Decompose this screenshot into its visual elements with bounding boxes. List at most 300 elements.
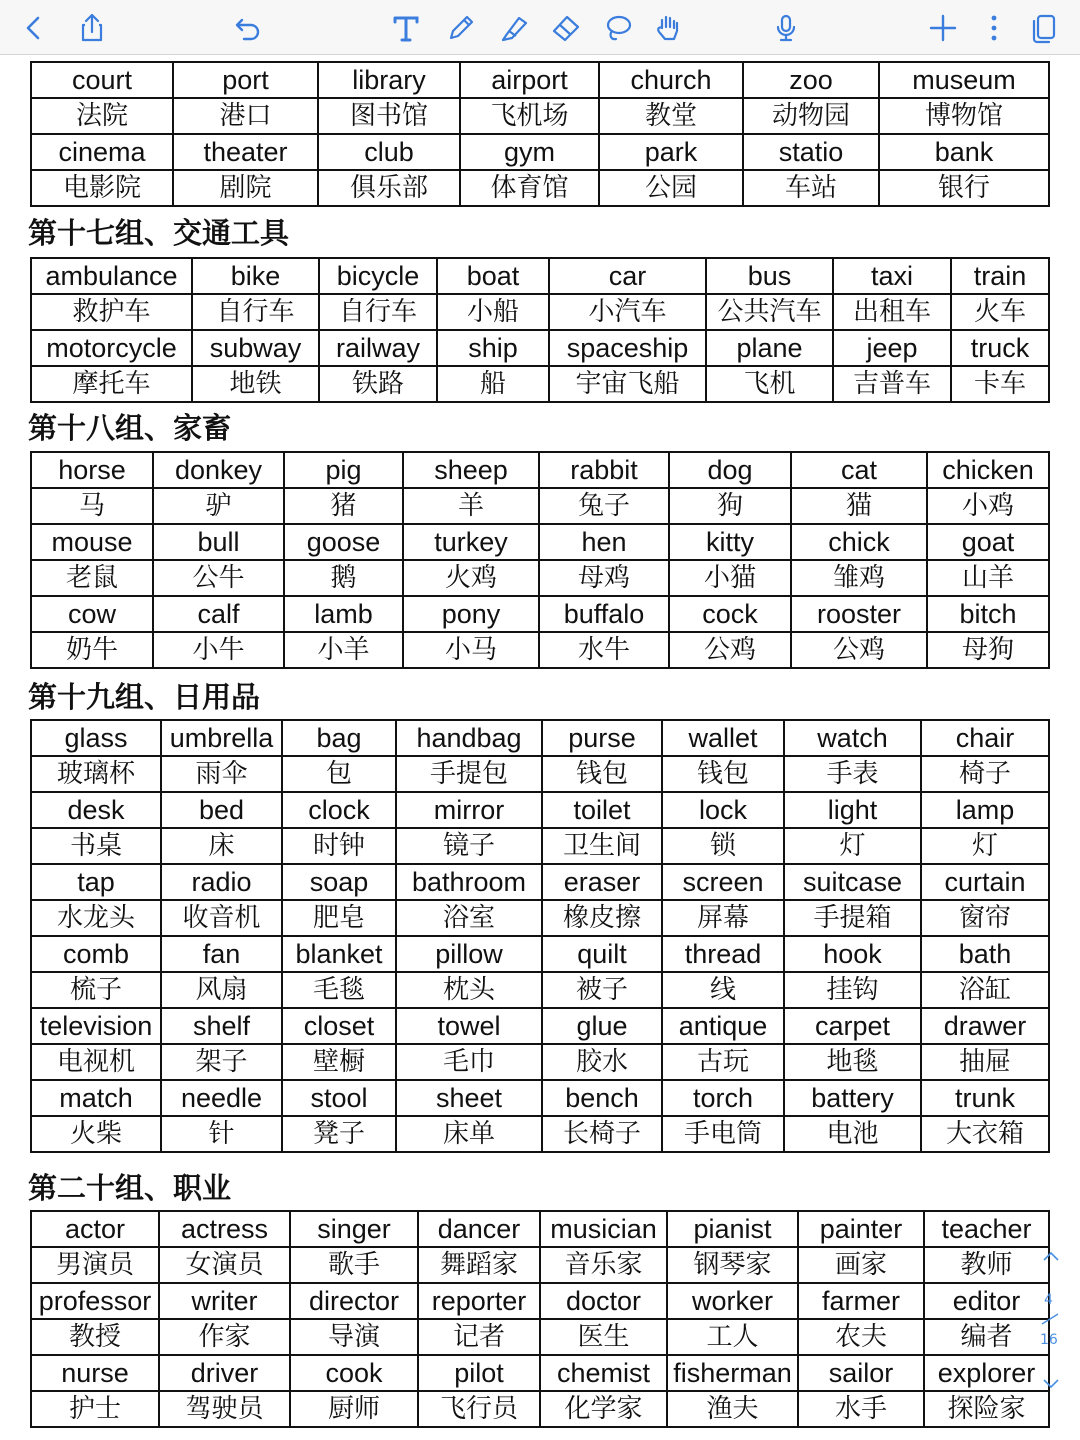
- english-word-cell: bed: [161, 792, 282, 828]
- english-word-cell: calf: [153, 596, 284, 632]
- chinese-word-cell: 渔夫: [667, 1391, 798, 1427]
- chinese-word-cell: 记者: [418, 1319, 540, 1355]
- chinese-word-cell: 港口: [173, 98, 318, 134]
- text-tool-icon[interactable]: [386, 8, 426, 48]
- chinese-word-cell: 卡车: [951, 366, 1049, 402]
- chinese-word-cell: 手表: [784, 756, 921, 792]
- english-word-cell: bike: [192, 258, 319, 294]
- english-word-cell: club: [318, 134, 460, 170]
- chinese-word-cell: 法院: [31, 98, 173, 134]
- english-word-cell: towel: [396, 1008, 542, 1044]
- english-word-cell: comb: [31, 936, 161, 972]
- chinese-row: [31, 1391, 1049, 1427]
- chevron-up-icon[interactable]: [1042, 1250, 1060, 1262]
- chinese-row: [31, 632, 1049, 668]
- english-word-cell: sheep: [403, 452, 539, 488]
- chinese-word-cell: 公共汽车: [706, 294, 833, 330]
- english-word-cell: actor: [31, 1211, 159, 1247]
- chinese-word-cell: 窗帘: [921, 900, 1049, 936]
- english-word-cell: chicken: [927, 452, 1049, 488]
- chinese-word-cell: 博物馆: [879, 98, 1049, 134]
- chinese-word-cell: 宇宙飞船: [549, 366, 706, 402]
- english-word-cell: hen: [539, 524, 669, 560]
- chinese-word-cell: 自行车: [319, 294, 437, 330]
- more-icon[interactable]: [974, 8, 1014, 48]
- section-title-livestock: 第十八组、家畜: [28, 411, 232, 445]
- english-row: [31, 1211, 1049, 1247]
- english-row: [31, 62, 1049, 98]
- english-word-cell: professor: [31, 1283, 159, 1319]
- english-word-cell: tap: [31, 864, 161, 900]
- chinese-word-cell: 玻璃杯: [31, 756, 161, 792]
- chinese-word-cell: 火车: [951, 294, 1049, 330]
- chinese-row: [31, 828, 1049, 864]
- chinese-word-cell: 地毯: [784, 1044, 921, 1080]
- english-word-cell: jeep: [833, 330, 951, 366]
- chinese-word-cell: 水牛: [539, 632, 669, 668]
- chinese-row: [31, 1044, 1049, 1080]
- english-word-cell: kitty: [669, 524, 791, 560]
- english-word-cell: pony: [403, 596, 539, 632]
- english-word-cell: subway: [192, 330, 319, 366]
- english-word-cell: theater: [173, 134, 318, 170]
- chinese-word-cell: 抽屉: [921, 1044, 1049, 1080]
- share-icon[interactable]: [72, 8, 112, 48]
- english-word-cell: farmer: [798, 1283, 924, 1319]
- english-word-cell: editor: [924, 1283, 1049, 1319]
- english-word-cell: toilet: [542, 792, 662, 828]
- english-word-cell: bath: [921, 936, 1049, 972]
- english-word-cell: chair: [921, 720, 1049, 756]
- english-word-cell: court: [31, 62, 173, 98]
- english-word-cell: quilt: [542, 936, 662, 972]
- chinese-word-cell: 梳子: [31, 972, 161, 1008]
- chinese-word-cell: 铁路: [319, 366, 437, 402]
- chinese-word-cell: 雏鸡: [791, 560, 927, 596]
- vocab-table-daily-goods: [30, 719, 1050, 1153]
- english-word-cell: spaceship: [549, 330, 706, 366]
- chinese-word-cell: 电视机: [31, 1044, 161, 1080]
- chinese-word-cell: 手电筒: [662, 1116, 784, 1152]
- chinese-word-cell: 大衣箱: [921, 1116, 1049, 1152]
- chinese-word-cell: 手提包: [396, 756, 542, 792]
- lasso-icon[interactable]: [598, 8, 638, 48]
- chinese-word-cell: 母狗: [927, 632, 1049, 668]
- chinese-word-cell: 水龙头: [31, 900, 161, 936]
- chinese-word-cell: 包: [282, 756, 396, 792]
- english-word-cell: bitch: [927, 596, 1049, 632]
- chinese-word-cell: 小鸡: [927, 488, 1049, 524]
- chinese-word-cell: 地铁: [192, 366, 319, 402]
- chinese-word-cell: 长椅子: [542, 1116, 662, 1152]
- chinese-word-cell: 火柴: [31, 1116, 161, 1152]
- chinese-word-cell: 锁: [662, 828, 784, 864]
- english-word-cell: umbrella: [161, 720, 282, 756]
- pager-divider: [1038, 1312, 1062, 1326]
- vocab-table-places: [30, 61, 1050, 207]
- pager-total: 16: [1040, 1332, 1058, 1348]
- chinese-word-cell: 男演员: [31, 1247, 159, 1283]
- chinese-word-cell: 女演员: [159, 1247, 290, 1283]
- english-word-cell: nurse: [31, 1355, 159, 1391]
- english-word-cell: wallet: [662, 720, 784, 756]
- chinese-word-cell: 被子: [542, 972, 662, 1008]
- english-word-cell: needle: [161, 1080, 282, 1116]
- chinese-word-cell: 画家: [798, 1247, 924, 1283]
- chinese-word-cell: 银行: [879, 170, 1049, 206]
- english-word-cell: park: [599, 134, 743, 170]
- english-row: [31, 1283, 1049, 1319]
- english-word-cell: horse: [31, 452, 153, 488]
- highlighter-icon[interactable]: [494, 8, 534, 48]
- english-word-cell: train: [951, 258, 1049, 294]
- chinese-word-cell: 凳子: [282, 1116, 396, 1152]
- english-word-cell: desk: [31, 792, 161, 828]
- english-row: [31, 1355, 1049, 1391]
- english-word-cell: dog: [669, 452, 791, 488]
- chinese-word-cell: 厨师: [290, 1391, 418, 1427]
- english-word-cell: soap: [282, 864, 396, 900]
- english-word-cell: taxi: [833, 258, 951, 294]
- chinese-word-cell: 歌手: [290, 1247, 418, 1283]
- english-word-cell: fisherman: [667, 1355, 798, 1391]
- chinese-word-cell: 架子: [161, 1044, 282, 1080]
- english-word-cell: railway: [319, 330, 437, 366]
- english-word-cell: motorcycle: [31, 330, 192, 366]
- english-word-cell: lock: [662, 792, 784, 828]
- chinese-word-cell: 电池: [784, 1116, 921, 1152]
- english-word-cell: lamp: [921, 792, 1049, 828]
- chinese-row: [31, 98, 1049, 134]
- chinese-word-cell: 公园: [599, 170, 743, 206]
- chinese-word-cell: 壁橱: [282, 1044, 396, 1080]
- english-word-cell: blanket: [282, 936, 396, 972]
- chinese-word-cell: 护士: [31, 1391, 159, 1427]
- chinese-row: [31, 900, 1049, 936]
- chinese-row: [31, 170, 1049, 206]
- chinese-word-cell: 钱包: [542, 756, 662, 792]
- english-word-cell: television: [31, 1008, 161, 1044]
- english-word-cell: watch: [784, 720, 921, 756]
- chinese-word-cell: 灯: [921, 828, 1049, 864]
- chinese-word-cell: 小牛: [153, 632, 284, 668]
- english-word-cell: pilot: [418, 1355, 540, 1391]
- english-word-cell: chemist: [540, 1355, 667, 1391]
- chinese-word-cell: 母鸡: [539, 560, 669, 596]
- document-page[interactable]: [0, 55, 1080, 1440]
- chinese-word-cell: 动物园: [743, 98, 879, 134]
- english-word-cell: turkey: [403, 524, 539, 560]
- chinese-word-cell: 公鸡: [669, 632, 791, 668]
- chinese-row: [31, 1116, 1049, 1152]
- chinese-word-cell: 橡皮擦: [542, 900, 662, 936]
- english-word-cell: eraser: [542, 864, 662, 900]
- english-word-cell: plane: [706, 330, 833, 366]
- english-word-cell: screen: [662, 864, 784, 900]
- chinese-word-cell: 床: [161, 828, 282, 864]
- chinese-row: [31, 1247, 1049, 1283]
- english-word-cell: explorer: [924, 1355, 1049, 1391]
- english-word-cell: doctor: [540, 1283, 667, 1319]
- chinese-word-cell: 狗: [669, 488, 791, 524]
- english-row: [31, 330, 1049, 366]
- english-word-cell: antique: [662, 1008, 784, 1044]
- chinese-word-cell: 雨伞: [161, 756, 282, 792]
- english-word-cell: trunk: [921, 1080, 1049, 1116]
- chinese-word-cell: 摩托车: [31, 366, 192, 402]
- english-word-cell: closet: [282, 1008, 396, 1044]
- chinese-word-cell: 兔子: [539, 488, 669, 524]
- chinese-word-cell: 教师: [924, 1247, 1049, 1283]
- chinese-word-cell: 钱包: [662, 756, 784, 792]
- chinese-word-cell: 工人: [667, 1319, 798, 1355]
- english-word-cell: ship: [437, 330, 549, 366]
- english-word-cell: fan: [161, 936, 282, 972]
- chinese-word-cell: 俱乐部: [318, 170, 460, 206]
- vocab-table-occupations: [30, 1210, 1050, 1428]
- chinese-word-cell: 车站: [743, 170, 879, 206]
- english-word-cell: truck: [951, 330, 1049, 366]
- chinese-word-cell: 火鸡: [403, 560, 539, 596]
- chinese-row: [31, 294, 1049, 330]
- english-word-cell: library: [318, 62, 460, 98]
- chinese-word-cell: 电影院: [31, 170, 173, 206]
- english-word-cell: worker: [667, 1283, 798, 1319]
- chinese-word-cell: 收音机: [161, 900, 282, 936]
- english-word-cell: match: [31, 1080, 161, 1116]
- chinese-word-cell: 飞行员: [418, 1391, 540, 1427]
- chinese-word-cell: 体育馆: [460, 170, 599, 206]
- vocab-table-transport: [30, 257, 1050, 403]
- chevron-down-icon[interactable]: [1042, 1378, 1060, 1390]
- english-row: [31, 1080, 1049, 1116]
- chinese-row: [31, 560, 1049, 596]
- chinese-row: [31, 488, 1049, 524]
- english-row: [31, 864, 1049, 900]
- english-word-cell: donkey: [153, 452, 284, 488]
- english-word-cell: zoo: [743, 62, 879, 98]
- chinese-word-cell: 小汽车: [549, 294, 706, 330]
- chinese-word-cell: 风扇: [161, 972, 282, 1008]
- chinese-word-cell: 猫: [791, 488, 927, 524]
- chinese-word-cell: 羊: [403, 488, 539, 524]
- chinese-word-cell: 小羊: [284, 632, 403, 668]
- chinese-word-cell: 探险家: [924, 1391, 1049, 1427]
- microphone-icon[interactable]: [766, 8, 806, 48]
- chinese-row: [31, 1319, 1049, 1355]
- english-word-cell: mouse: [31, 524, 153, 560]
- chinese-word-cell: 时钟: [282, 828, 396, 864]
- english-word-cell: church: [599, 62, 743, 98]
- english-word-cell: buffalo: [539, 596, 669, 632]
- undo-icon[interactable]: [228, 8, 268, 48]
- english-word-cell: bank: [879, 134, 1049, 170]
- english-word-cell: painter: [798, 1211, 924, 1247]
- english-word-cell: cock: [669, 596, 791, 632]
- english-word-cell: port: [173, 62, 318, 98]
- english-word-cell: radio: [161, 864, 282, 900]
- english-word-cell: reporter: [418, 1283, 540, 1319]
- english-word-cell: cat: [791, 452, 927, 488]
- english-row: [31, 720, 1049, 756]
- english-word-cell: clock: [282, 792, 396, 828]
- english-word-cell: ambulance: [31, 258, 192, 294]
- chinese-word-cell: 舞蹈家: [418, 1247, 540, 1283]
- english-word-cell: statio: [743, 134, 879, 170]
- english-word-cell: singer: [290, 1211, 418, 1247]
- english-word-cell: bus: [706, 258, 833, 294]
- chinese-word-cell: 毛毯: [282, 972, 396, 1008]
- chinese-word-cell: 出租车: [833, 294, 951, 330]
- english-word-cell: bench: [542, 1080, 662, 1116]
- english-word-cell: sailor: [798, 1355, 924, 1391]
- english-row: [31, 452, 1049, 488]
- chinese-word-cell: 公牛: [153, 560, 284, 596]
- english-word-cell: actress: [159, 1211, 290, 1247]
- chinese-word-cell: 针: [161, 1116, 282, 1152]
- english-row: [31, 134, 1049, 170]
- english-word-cell: bag: [282, 720, 396, 756]
- chinese-word-cell: 猪: [284, 488, 403, 524]
- english-word-cell: thread: [662, 936, 784, 972]
- page-scroller[interactable]: [1036, 1250, 1066, 1400]
- english-word-cell: stool: [282, 1080, 396, 1116]
- english-word-cell: curtain: [921, 864, 1049, 900]
- english-word-cell: drawer: [921, 1008, 1049, 1044]
- chinese-word-cell: 浴室: [396, 900, 542, 936]
- eraser-icon[interactable]: [546, 8, 586, 48]
- chinese-word-cell: 小猫: [669, 560, 791, 596]
- english-word-cell: rooster: [791, 596, 927, 632]
- chinese-word-cell: 作家: [159, 1319, 290, 1355]
- english-word-cell: bull: [153, 524, 284, 560]
- english-word-cell: light: [784, 792, 921, 828]
- english-word-cell: director: [290, 1283, 418, 1319]
- vocab-table-livestock: [30, 451, 1050, 669]
- chinese-word-cell: 胶水: [542, 1044, 662, 1080]
- english-word-cell: cinema: [31, 134, 173, 170]
- chinese-word-cell: 剧院: [173, 170, 318, 206]
- chinese-word-cell: 农夫: [798, 1319, 924, 1355]
- chinese-word-cell: 小船: [437, 294, 549, 330]
- english-row: [31, 1008, 1049, 1044]
- add-icon[interactable]: [923, 8, 963, 48]
- chinese-word-cell: 钢琴家: [667, 1247, 798, 1283]
- chinese-word-cell: 手提箱: [784, 900, 921, 936]
- chinese-word-cell: 书桌: [31, 828, 161, 864]
- chinese-word-cell: 灯: [784, 828, 921, 864]
- english-word-cell: pig: [284, 452, 403, 488]
- english-word-cell: musician: [540, 1211, 667, 1247]
- english-word-cell: bathroom: [396, 864, 542, 900]
- chinese-word-cell: 飞机: [706, 366, 833, 402]
- chinese-word-cell: 化学家: [540, 1391, 667, 1427]
- english-word-cell: hook: [784, 936, 921, 972]
- chinese-word-cell: 挂钩: [784, 972, 921, 1008]
- english-word-cell: sheet: [396, 1080, 542, 1116]
- english-word-cell: shelf: [161, 1008, 282, 1044]
- english-word-cell: suitcase: [784, 864, 921, 900]
- english-word-cell: mirror: [396, 792, 542, 828]
- chinese-word-cell: 教授: [31, 1319, 159, 1355]
- english-word-cell: driver: [159, 1355, 290, 1391]
- section-title-occupations: 第二十组、职业: [28, 1171, 232, 1205]
- english-word-cell: cow: [31, 596, 153, 632]
- section-title-transport: 第十七组、交通工具: [28, 216, 290, 250]
- english-word-cell: torch: [662, 1080, 784, 1116]
- chinese-word-cell: 飞机场: [460, 98, 599, 134]
- english-word-cell: cook: [290, 1355, 418, 1391]
- english-row: [31, 936, 1049, 972]
- chinese-word-cell: 自行车: [192, 294, 319, 330]
- chinese-word-cell: 驾驶员: [159, 1391, 290, 1427]
- chinese-word-cell: 驴: [153, 488, 284, 524]
- chinese-word-cell: 编者: [924, 1319, 1049, 1355]
- english-word-cell: boat: [437, 258, 549, 294]
- chinese-word-cell: 毛巾: [396, 1044, 542, 1080]
- english-word-cell: chick: [791, 524, 927, 560]
- english-word-cell: glue: [542, 1008, 662, 1044]
- chinese-word-cell: 卫生间: [542, 828, 662, 864]
- chinese-word-cell: 床单: [396, 1116, 542, 1152]
- chinese-word-cell: 奶牛: [31, 632, 153, 668]
- chinese-word-cell: 公鸡: [791, 632, 927, 668]
- english-word-cell: car: [549, 258, 706, 294]
- english-word-cell: bicycle: [319, 258, 437, 294]
- chinese-word-cell: 马: [31, 488, 153, 524]
- chinese-word-cell: 鹅: [284, 560, 403, 596]
- english-row: [31, 792, 1049, 828]
- english-word-cell: battery: [784, 1080, 921, 1116]
- chinese-word-cell: 椅子: [921, 756, 1049, 792]
- chinese-word-cell: 老鼠: [31, 560, 153, 596]
- chinese-word-cell: 图书馆: [318, 98, 460, 134]
- chinese-word-cell: 浴缸: [921, 972, 1049, 1008]
- english-word-cell: pillow: [396, 936, 542, 972]
- english-word-cell: carpet: [784, 1008, 921, 1044]
- chinese-word-cell: 船: [437, 366, 549, 402]
- english-word-cell: glass: [31, 720, 161, 756]
- english-word-cell: purse: [542, 720, 662, 756]
- english-word-cell: goose: [284, 524, 403, 560]
- chinese-word-cell: 枕头: [396, 972, 542, 1008]
- english-row: [31, 596, 1049, 632]
- chinese-word-cell: 线: [662, 972, 784, 1008]
- pen-icon[interactable]: [441, 8, 481, 48]
- english-word-cell: goat: [927, 524, 1049, 560]
- chinese-word-cell: 屏幕: [662, 900, 784, 936]
- chinese-row: [31, 972, 1049, 1008]
- chinese-word-cell: 医生: [540, 1319, 667, 1355]
- chinese-word-cell: 导演: [290, 1319, 418, 1355]
- chinese-word-cell: 救护车: [31, 294, 192, 330]
- back-chevron-icon[interactable]: [14, 8, 54, 48]
- pages-icon[interactable]: [1024, 8, 1064, 48]
- top-toolbar: [0, 0, 1080, 55]
- hand-tool-icon[interactable]: [648, 8, 688, 48]
- chinese-word-cell: 水手: [798, 1391, 924, 1427]
- chinese-word-cell: 小马: [403, 632, 539, 668]
- english-word-cell: dancer: [418, 1211, 540, 1247]
- english-word-cell: handbag: [396, 720, 542, 756]
- chinese-word-cell: 古玩: [662, 1044, 784, 1080]
- chinese-word-cell: 教堂: [599, 98, 743, 134]
- english-word-cell: museum: [879, 62, 1049, 98]
- english-word-cell: writer: [159, 1283, 290, 1319]
- chinese-word-cell: 山羊: [927, 560, 1049, 596]
- chinese-row: [31, 756, 1049, 792]
- chinese-word-cell: 镜子: [396, 828, 542, 864]
